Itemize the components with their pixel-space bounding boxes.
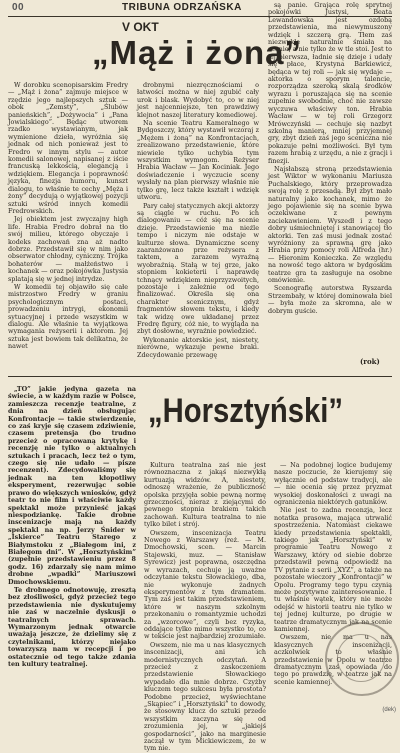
article2-column-1 (8, 386, 136, 712)
article1-title: „Mąż i żona” (92, 34, 303, 71)
paragraph: Pary całej statycznych akcji aktorzy są ciągle w ruchu. Po ich dialogowaniu — cóż się na scenie dzieje. Przedstawienie ma nieźle tempo i niczym nie odstaje w kulturze słowa. Dynamiczne sceny zaaranżowano prze reżysera z taktem, a zarazem wyraźną wyobraźnią. Stałą w tej grze, jako stopniem kokieterii i naprawdę tchnący wdziękiem nieprzyzwoitych, pozostaje i zależnie od tego finalizować. Określa się ona charakter scenicznym, gdyż fragmentów słowem tekstu, i kiedy tak widzę owe układanej przez Fredrę figury, cóż nie, to wygląda na zbyt dosłowne, wyraźnie powiedzieć. (137, 201, 259, 336)
article2-signature: (dek) (382, 707, 396, 713)
paragraph: Najsłabszą stroną przedstawienia jest Wiktor w wykonaniu Mariusza Puchalskiego, który przeprowadza swoją rolę z przesadą. Był zbyt mało naturalny jako kochanek, mimo że jego pojawienie się na scenie bywa oczekiwane z pewnym zaciekawieniem. Wyszedł i z tego dobry uśmiechniętej i stanowiącej tło aktorki. Ten zaś musi jednak zostać wyróżniony za sprawną grę jako Hrabia przy pomocy roli Alfreda (hr.) — Hieronim Konieczka. Ze względu na nowość tego aktora w bydgoskim teatrze gra ta zasługuje na osobne omówienie. (268, 164, 392, 285)
library-stamp-icon (325, 622, 399, 696)
paragraph: Te drobnego odnotowuję, zresztą bez złośliwości, gdyż przecież tego przedstawienia nie dyskutujemy nie zaś w naczelnie dyskusji o teatralnych sprawach. Wymarzonym jednak otwarcie uważają jeszcze, że dzielimy się z czytelnikami, którzy niejako towarzyszą nam w recepcji i po ostatecznie od tego także zdania ten kultury teatralnej. (8, 585, 136, 669)
paragraph: Jej obiektem jest zwyczajny high life. Hrabia Fredro dobrał na tło swój milieu, którego obyczaje i kodeks zachowań zna aż nadto dobrze. Przedstawił się w nim jako obserwator chłodny, cyniczny. Trójka bohaterów — małżeństwo i kochanek — oraz pokojówka Justysia splatają się w jednej intrydze. (8, 215, 128, 283)
paragraph: Scenografię autorstwa Ryszarda Strzembały, w której dominowała biel — była może za skromna, ale w dobrym guście. (268, 284, 392, 315)
article1-kicker: V OKT (122, 20, 159, 34)
paragraph: Wykonanie aktorskie jest, niestety, nierówne, wykazuje pewne braki. Zdecydowanie przewagę (137, 335, 259, 359)
article1-column-3 (268, 2, 392, 362)
paragraph: Kultura teatralna zaś nie jest równoznaczna z jakąś niezwykłą kurtuazją widzów. A, niestety, odnoszę wrażenie, że publiczność opolska przyjęła sobie pewną normę grzeczności, nieraz z ziejącymi do pewnego stopnia brakiem takich zachowań. Kultura teatralna to nie tylko bilet i strój. (144, 461, 266, 529)
paragraph: drobnymi niezręcznościami o łatwości można w niej zgubić cały urok i blask. Wydobyć to, co w niej jest najcenniejsze, ten prawdziwy klejnot naszej literatury komediowej. (137, 81, 259, 119)
article1-signature: (rok) (360, 357, 380, 366)
article2-title: „Horsztyński” (148, 392, 343, 430)
paragraph: Owszem, nie ma u nas klasycznych inscenizacji, ani ich modernistycznych odczytań. A przecież z zaskoczeniem przedstawienie Słowackiego wypadało dla mnie dobrze. Czyżby kluczem tego sukcesu była prostota? Podobne przecież, wyświechtane „Skąpiec” i „Horsztyński” to dowody, że stosowny klucz do sztuki przede wszystkim zaczyna się od zrozumienia jej, w „jakiejś gospodarności”, jako na marginesie zaczął w tym Mickiewiczem, że w tym nie. (144, 640, 266, 753)
article1-column-1 (8, 82, 128, 378)
paragraph: Nie jest to zadna recenzja, lecz notatka prasowa, mająca utrwalić spostrzeżenia. Natomiast ciekawe kiedy przedstawienia spektakli, takiego jak „Horsztyński” w programie Teatru Nowego z Warszawy, który od siebie dobrze przedstawił pewną odpowiedź na TV pytanie z serii „XYZ”, a także na pozostałe wieczory „Konfrontacji” w Opolu. Programy tego typu czynią może pozytywne zainteresowanie. I tu właśnie wątek, który nie może odejść w historii teatru nie tylko w tej jednej kulturze, po drugie w teatrze dramatycznym jak na scenie kamiennej. (274, 506, 392, 633)
paragraph: są panie. Grająca rolę sprytnej pokojówki Justysi, Beata Lewandowska jest ozdobą przedstawienia, ma niewymuszony wdzięk i szczerą grą. Tłem zaś niezwykle naturalnie śmiała na scenie, a nie tylko że w tle stoi. Jest to jej pierwsza, ładnie się dzieje i udały się płace, Krystyna Barkiewicz, będąca w tej roli — jak się wydaje — aktorka o sporym talencie, rozporządza szeroką skalą środków wyrazu i poruszająca się na scenie zupełnie swobodnie, choć nie zawsze wyczuwa właściwy ton. Hrabia Wacław — w tej roli Grzegorz Mrówczyński — cechuje się nazbyt szkolną manierą, mniej przyjemnej gry, zbyt dzień zaś jego sceniczna nie pokazuje pełni możliwości. Był tym razem hrabią z urzędu, a nie z gracji i finezji. (268, 1, 392, 165)
paragraph: Owszem, nie ma u nas klasycznych inscenizacji, aczkolwiek to właśnie przedstawienie w Opolu w teatrze dramatycznym zaś opowiada do tego po prawdzie, w teatrze jak na scenie kamiennej. (274, 633, 392, 686)
paragraph: „TO” jakie jedyna gazeta na świecie, a w każdym razie w Polsce, zamieszcza recenzje teatralne, z dnia na dzień obsługując Konfrontacje — takie stwierdzenie, co zaś kryje się czasem zdziwienie, czasem pretensja (bo trudno przecież o opracowaną krytykę i recenzję nie tylko o aktualnych sztukach i pracach, lecz też o tym, czego się nie udało — pisze recenzent). Zdecydowaliśmy się jednak na ten kłopotliwy eksperyment, rezerwując sobie prawo do większych wniosków, gdyż teatr to nie film i właściwie każdy spektakl może przynieść jakąś niespodziankę. Takie drobne inscenizacje mają na każdy spektakl na np. Jerzy Śnider w „Iskierce” Teatru Starego z Białymstoku z „Białegom ini, z Białegom dni”. W „Horsztyńskim” (zupełnie przedstawieniu przez 8 godz. 16) zdarzały się nam mimo drobne „wpadki” Mariuszowi Dmochowskiemu. (8, 385, 136, 586)
article2-column-2 (144, 461, 266, 753)
paragraph: W komedii tej objawiło się całe mistrzostwo Fredry w graniu psychologicznym postaci, prowadzeniu intrygi, ekonomii sytuacyjnej i przede wszystkim w dialogu. Ale właśnie ta wyjątkowa wymagania reżyserii i aktorom. Jej sztuka jest bowiem tak delikatna, że nawet (8, 282, 128, 351)
paragraph: Na scenie Teatru Kameralnego w Bydgoszczy, który wystawił wczoraj z „Mężem i żoną” na Konfrontacjach, zrealizowano przedstawienie, które niewiele tylko uchybia tym wszystkim wymogom. Reżyser Hrabia Wacław — Jan Kociniak. Jego doświadczenie i wyczucie sceny wysłały na plan pierwszy właśnie nie tylko grę, lecz także kształt i wdzięk utworu. (137, 119, 259, 202)
article2-column-3 (274, 461, 392, 686)
page-number: 00 (12, 2, 25, 13)
paragraph: W dorobku scenopisarskim Fredry — „Mąż i żona” zajmuje miejsce w rzędzie jego najlepszych sztuk — obok „Zemsty”, „Ślubów panieńskich”, „Dożywocia” i „Pana Jowialskiego”. Będąc utworem rzadko wystawianym, jak wymienione dzieła, wyróżnia się jednak od nich ponieważ jest to Fredro w innym stylu — autor komedii salonowej, napisanej z iście francuską lekkością, elegancją i wdziękiem. Elegancja i poprawność języka, finezja humoru, kunszt dialogu, to właśnie te cechy „Męża i żony” decydują o wyjątkowej pozycji sztuki wśród innych komedii Fredrowskich. (8, 81, 128, 215)
publication-name: TRIBUNA ODRZAŃSKA (122, 2, 242, 13)
paragraph: Owszem, inscenizacja Teatru Nowego z Warszawy (reż. — M. Dmochowski, scen. — Marcin Stajewski, muz. — Stanisław Syrewicz) jest poprawna, oszczędna w wyrazach, cechuje ją uważne odczytanie tekstu Słowackiego, dba, nie wykonuje żadnych eksperymentów z tym dramatem. Tym zaś jest takim przedstawieniem, które w naszym szkolnym przekonaniu o romantyzmie uchodzi za „wzorcowe”, czyli bez ryzyka, oddające tylko mimo wszystko to, co w tekście jest najbardziej zrozumiałe. (144, 528, 266, 641)
article-separator (8, 376, 392, 377)
paragraph: — Na podobnej logice budujemy nasze poczucie, że kierujemy się wyłącznie od podstaw tradycji, ale — nie ocenia się przez pryzmat wysokiej doskonałości z uwagi na ograniczenia niektórych gatunków. (274, 461, 392, 507)
article1-column-2 (137, 82, 259, 380)
